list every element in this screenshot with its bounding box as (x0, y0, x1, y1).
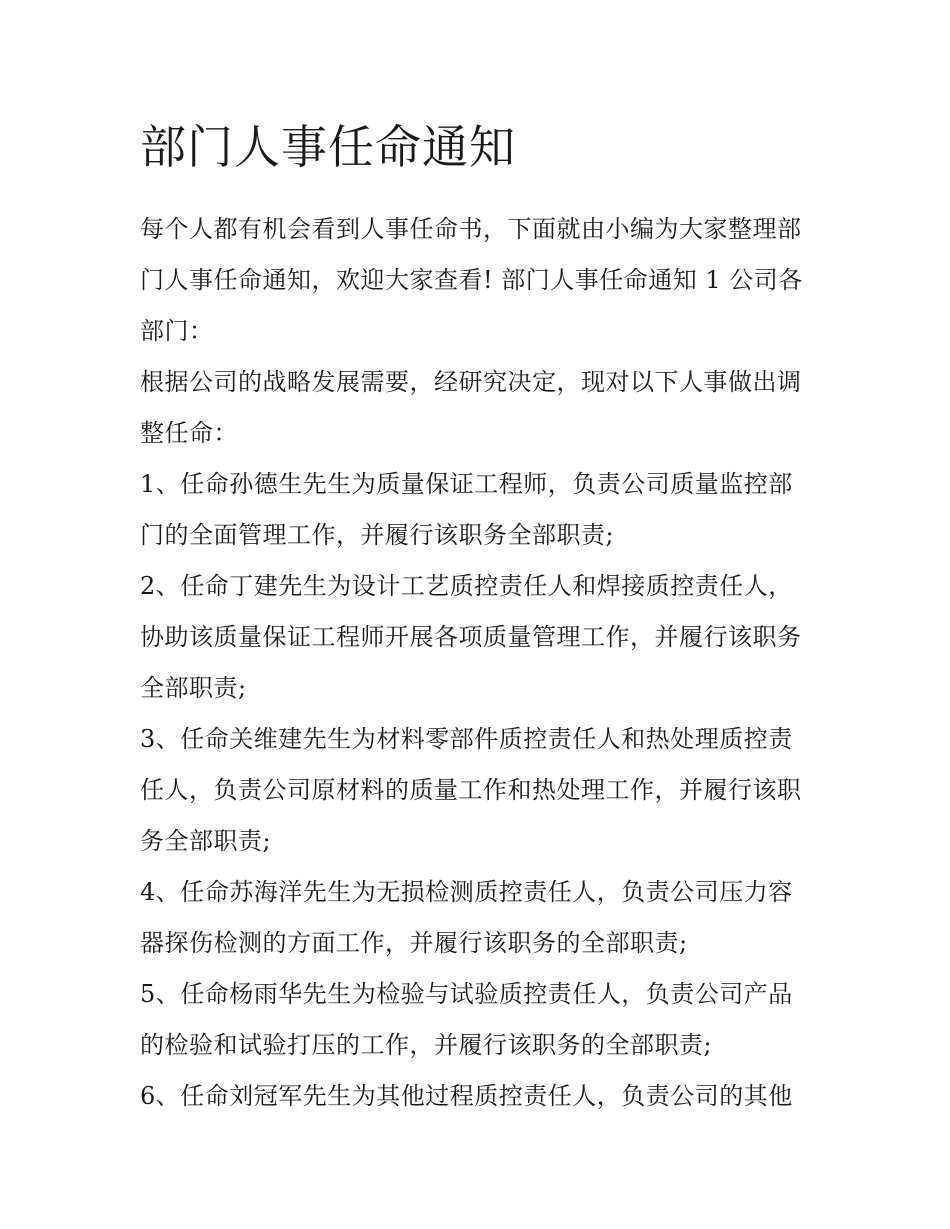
body-line: 根据公司的战略发展需要，经研究决定，现对以下人事做出调 (140, 368, 802, 396)
body-line: 部门： (140, 317, 214, 345)
body-line: 全部职责; (140, 674, 247, 702)
body-line: 协助该质量保证工程师开展各项质量管理工作，并履行该职务 (140, 623, 802, 651)
body-line: 每个人都有机会看到人事任命书，下面就由小编为大家整理部 (140, 215, 802, 243)
body-line: 整任命： (140, 419, 238, 447)
body-line: 2、任命丁建先生为设计工艺质控责任人和焊接质控责任人， (140, 572, 793, 600)
body-line: 器探伤检测的方面工作，并履行该职务的全部职责; (140, 929, 688, 957)
body-line: 3、任命关维建先生为材料零部件质控责任人和热处理质控责 (140, 725, 793, 753)
document-body (140, 204, 820, 1122)
body-line: 6、任命刘冠军先生为其他过程质控责任人，负责公司的其他 (140, 1082, 793, 1110)
document-page (140, 112, 820, 1122)
body-line: 5、任命杨雨华先生为检验与试验质控责任人，负责公司产品 (140, 980, 793, 1008)
body-line: 门的全面管理工作，并履行该职务全部职责; (140, 521, 615, 549)
body-line: 1、任命孙德生先生为质量保证工程师，负责公司质量监控部 (140, 470, 793, 498)
body-line: 的检验和试验打压的工作，并履行该职务的全部职责; (140, 1031, 713, 1059)
body-line: 门人事任命通知，欢迎大家查看! 部门人事任命通知 1 公司各 (140, 266, 803, 294)
body-line: 任人，负责公司原材料的质量工作和热处理工作，并履行该职 (140, 776, 802, 804)
body-line: 务全部职责; (140, 827, 272, 855)
document-title: 部门人事任命通知 (140, 120, 516, 174)
body-line: 4、任命苏海洋先生为无损检测质控责任人，负责公司压力容 (140, 878, 793, 906)
